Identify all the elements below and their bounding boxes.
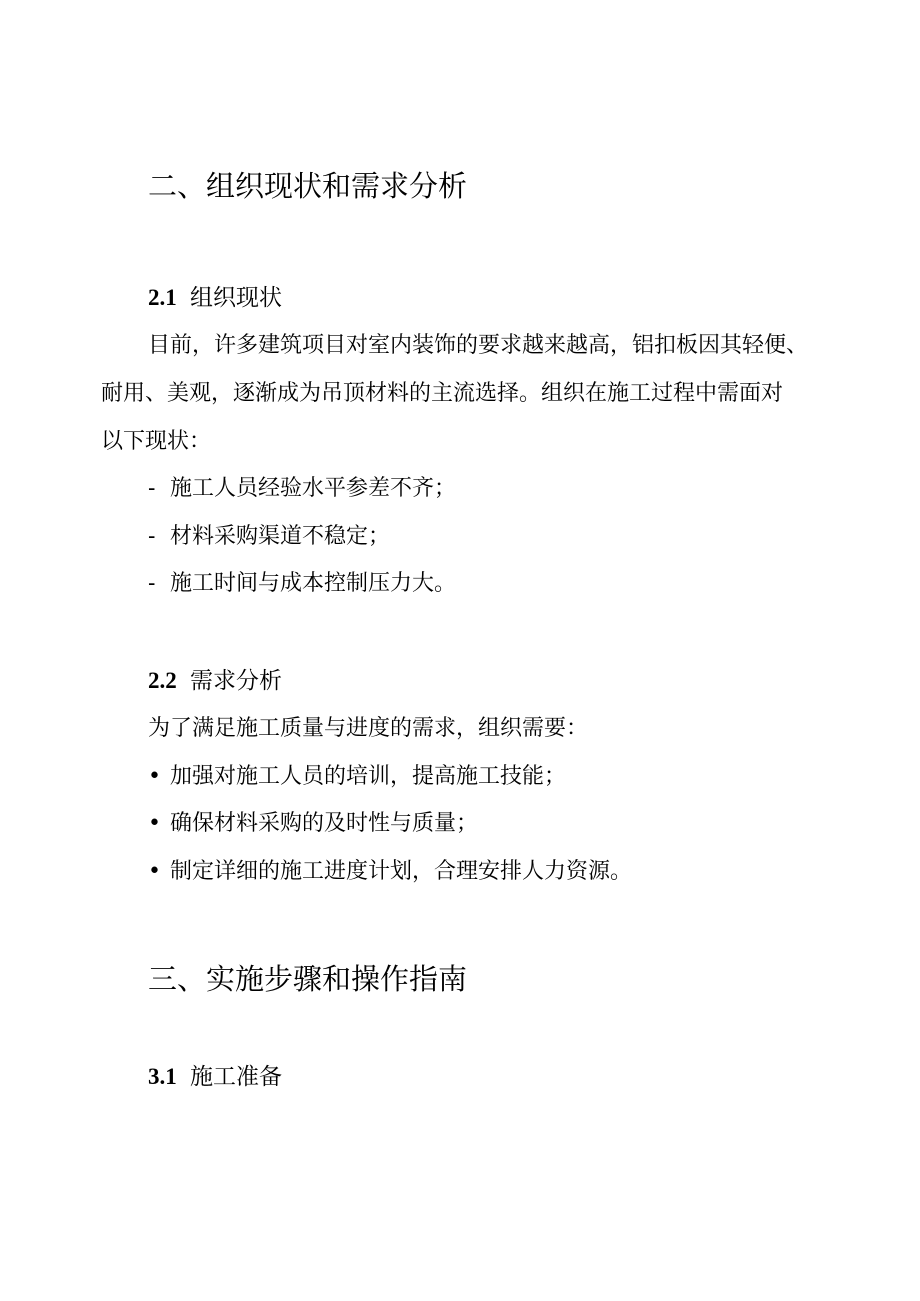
paragraph-line: 目前，许多建筑项目对室内装饰的要求越来越高，铝扣板因其轻便、 <box>148 333 809 358</box>
list-item <box>148 521 390 553</box>
subsection-title: 施工准备 <box>190 1064 282 1090</box>
paragraph-line: 以下现状： <box>101 429 212 454</box>
paragraph-current-status <box>101 322 823 466</box>
section-heading-2: 二、组织现状和需求分析 <box>148 169 468 203</box>
list-item <box>148 761 566 793</box>
bullet-marker: • <box>148 859 161 884</box>
subsection-number: 2.1 <box>148 285 177 310</box>
paragraph-needs-intro <box>148 713 588 745</box>
bullet-marker: • <box>148 764 161 789</box>
list-item-text: 加强对施工人员的培训，提高施工技能； <box>170 764 567 789</box>
dash-marker: - <box>148 524 156 549</box>
list-item-text: 施工人员经验水平参差不齐； <box>170 476 457 501</box>
list-item-text: 制定详细的施工进度计划，合理安排人力资源。 <box>170 859 633 884</box>
subsection-heading-2-1 <box>148 282 282 314</box>
subsection-heading-2-2 <box>148 665 282 697</box>
subsection-number: 2.2 <box>148 668 177 693</box>
list-item <box>148 808 478 840</box>
list-item <box>148 856 632 888</box>
paragraph-line: 耐用、美观，逐渐成为吊顶材料的主流选择。组织在施工过程中需面对 <box>101 381 784 406</box>
subsection-number: 3.1 <box>148 1064 177 1089</box>
subsection-heading-3-1 <box>148 1061 282 1093</box>
bullet-marker: • <box>148 811 161 836</box>
list-item <box>148 473 456 505</box>
list-item-text: 施工时间与成本控制压力大。 <box>170 571 457 596</box>
section-heading-3: 三、实施步骤和操作指南 <box>148 962 468 996</box>
dash-marker: - <box>148 571 156 596</box>
list-item-text: 材料采购渠道不稳定； <box>170 524 391 549</box>
list-item-text: 确保材料采购的及时性与质量； <box>170 811 479 836</box>
list-item <box>148 568 456 600</box>
dash-marker: - <box>148 476 156 501</box>
subsection-title: 需求分析 <box>190 668 282 694</box>
paragraph-text: 为了满足施工质量与进度的需求，组织需要： <box>148 716 589 741</box>
subsection-title: 组织现状 <box>190 285 282 311</box>
